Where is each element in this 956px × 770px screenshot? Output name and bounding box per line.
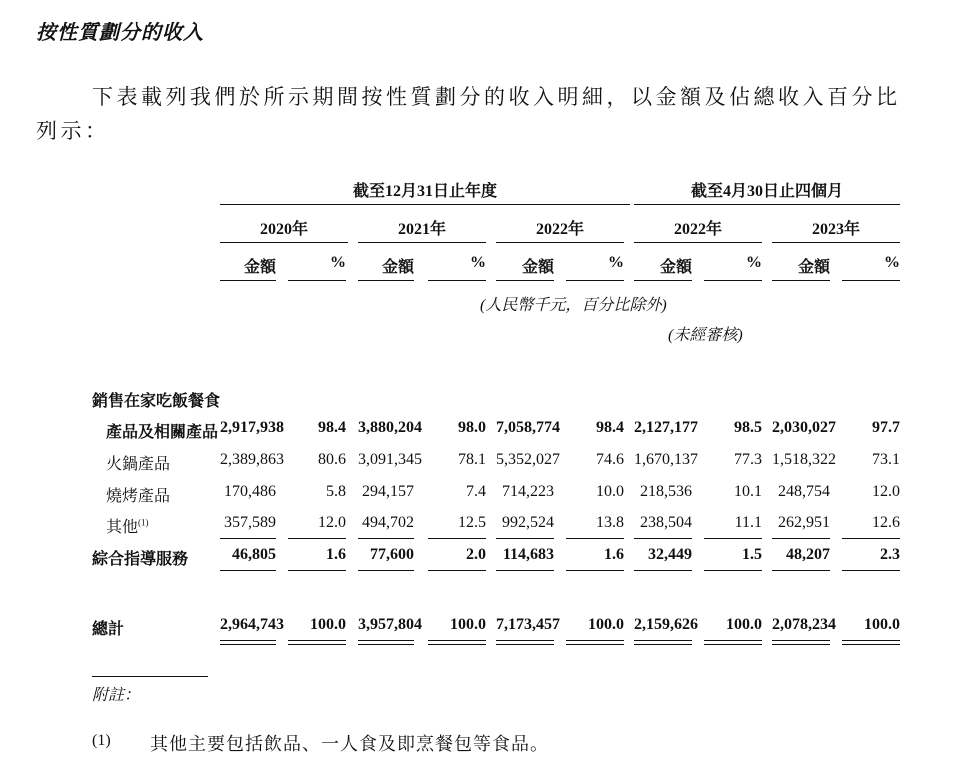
row-label-hotpot: 火鍋產品 (106, 456, 171, 473)
total-double-rule (566, 640, 624, 645)
cell-others-percent: 12.6 (872, 514, 900, 531)
total-double-rule (496, 640, 554, 645)
cell-hotpot-amount: 5,352,027 (496, 451, 560, 468)
column-header-rule (288, 280, 346, 281)
subtotal-rule (566, 538, 624, 539)
subtotal-rule (288, 538, 346, 539)
note-1-marker: (1) (92, 732, 111, 749)
cell-main-percent: 98.0 (458, 419, 486, 436)
subtotal-rule (358, 538, 414, 539)
total-double-rule (428, 640, 486, 645)
row-label-others-text: 其他 (106, 519, 139, 536)
total-double-rule (842, 640, 900, 645)
cell-main-amount: 2,917,938 (220, 419, 284, 436)
subtotal-rule (358, 570, 414, 571)
year-header: 2020年 (259, 221, 308, 238)
cell-others-amount: 238,504 (640, 514, 692, 531)
column-header-percent: % (608, 254, 624, 271)
subtotal-rule (220, 570, 276, 571)
year-header: 2021年 (397, 221, 446, 238)
cell-service-percent: 1.6 (326, 546, 346, 563)
subtotal-rule (496, 570, 554, 571)
year-header-rule (220, 242, 348, 243)
cell-total-percent: 100.0 (588, 616, 624, 633)
subtotal-rule (428, 570, 486, 571)
subtotal-rule (634, 538, 692, 539)
total-double-rule (220, 640, 276, 645)
cell-others-percent: 13.8 (596, 514, 624, 531)
column-header-percent: % (470, 254, 486, 271)
cell-service-percent: 2.3 (880, 546, 900, 563)
column-header-rule (358, 280, 414, 281)
section-title: 按性質劃分的收入 (36, 22, 204, 44)
cell-service-percent: 1.6 (604, 546, 624, 563)
cell-service-amount: 32,449 (648, 546, 692, 563)
cell-main-amount: 2,030,027 (772, 419, 836, 436)
subtotal-rule (634, 570, 692, 571)
column-header-rule (220, 280, 276, 281)
row-label-service: 綜合指導服務 (92, 551, 189, 568)
column-header-rule (566, 280, 624, 281)
column-header-rule (496, 280, 554, 281)
cell-total-percent: 100.0 (450, 616, 486, 633)
year-header-rule (772, 242, 900, 243)
subtotal-rule (704, 570, 762, 571)
row-label-section: 銷售在家吃飯餐食 (92, 393, 221, 410)
row-label-bbq: 燒烤產品 (106, 488, 171, 505)
subtotal-rule (220, 538, 276, 539)
cell-bbq-percent: 7.4 (466, 483, 486, 500)
cell-bbq-amount: 714,223 (502, 483, 554, 500)
cell-hotpot-amount: 2,389,863 (220, 451, 284, 468)
cell-bbq-amount: 248,754 (778, 483, 830, 500)
subtotal-rule (496, 538, 554, 539)
subtotal-rule (288, 570, 346, 571)
intro-paragraph: 下表載列我們於所示期間按性質劃分的收入明細，以金額及佔總收入百分比列示： (36, 85, 901, 143)
header-group-year-end: 截至12月31日止年度 (352, 183, 497, 200)
unaudited-note: (未經審核) (668, 327, 743, 344)
note-1-text: 其他主要包括飲品、一人食及即烹餐包等食品。 (150, 734, 549, 754)
cell-total-percent: 100.0 (864, 616, 900, 633)
subtotal-rule (842, 570, 900, 571)
total-double-rule (288, 640, 346, 645)
column-header-amount: 金額 (243, 259, 276, 276)
header-group-four-months: 截至4月30日止四個月 (690, 183, 843, 200)
cell-bbq-percent: 5.8 (326, 483, 346, 500)
subtotal-rule (428, 538, 486, 539)
total-double-rule (704, 640, 762, 645)
cell-main-amount: 7,058,774 (496, 419, 560, 436)
column-header-amount: 金額 (381, 259, 414, 276)
subtotal-rule (772, 538, 830, 539)
column-header-rule (842, 280, 900, 281)
cell-total-percent: 100.0 (310, 616, 346, 633)
cell-hotpot-amount: 3,091,345 (358, 451, 422, 468)
year-header-rule (358, 242, 486, 243)
header-group-year-end-rule (220, 204, 630, 205)
cell-main-percent: 97.7 (872, 419, 900, 436)
cell-service-amount: 77,600 (370, 546, 414, 563)
cell-bbq-percent: 12.0 (872, 483, 900, 500)
subtotal-rule (772, 570, 830, 571)
column-header-amount: 金額 (521, 259, 554, 276)
column-header-amount: 金額 (659, 259, 692, 276)
cell-service-percent: 2.0 (466, 546, 486, 563)
cell-hotpot-percent: 74.6 (596, 451, 624, 468)
cell-bbq-percent: 10.0 (596, 483, 624, 500)
cell-bbq-amount: 218,536 (640, 483, 692, 500)
cell-main-amount: 3,880,204 (358, 419, 422, 436)
column-header-rule (772, 280, 830, 281)
cell-bbq-amount: 294,157 (362, 483, 414, 500)
cell-hotpot-percent: 73.1 (872, 451, 900, 468)
total-double-rule (634, 640, 692, 645)
total-double-rule (358, 640, 414, 645)
column-header-amount: 金額 (797, 259, 830, 276)
cell-others-amount: 262,951 (778, 514, 830, 531)
column-header-rule (428, 280, 486, 281)
cell-others-amount: 992,524 (502, 514, 554, 531)
cell-total-percent: 100.0 (726, 616, 762, 633)
column-header-percent: % (884, 254, 900, 271)
column-header-rule (704, 280, 762, 281)
cell-hotpot-percent: 77.3 (734, 451, 762, 468)
year-header: 2022年 (673, 221, 722, 238)
year-header: 2022年 (535, 221, 584, 238)
subtotal-rule (842, 538, 900, 539)
year-header-rule (496, 242, 624, 243)
row-label-total: 總計 (92, 621, 125, 638)
year-header: 2023年 (811, 221, 860, 238)
column-header-percent: % (330, 254, 346, 271)
notes-separator (92, 676, 208, 677)
cell-service-percent: 1.5 (742, 546, 762, 563)
cell-total-amount: 2,078,234 (772, 616, 836, 633)
cell-others-percent: 11.1 (734, 514, 762, 531)
row-label-main: 產品及相關產品 (106, 424, 219, 441)
cell-total-amount: 2,159,626 (634, 616, 698, 633)
column-header-percent: % (746, 254, 762, 271)
cell-others-percent: 12.0 (318, 514, 346, 531)
cell-service-amount: 114,683 (502, 546, 554, 563)
year-header-rule (634, 242, 762, 243)
cell-hotpot-percent: 80.6 (318, 451, 346, 468)
cell-total-amount: 7,173,457 (496, 616, 560, 633)
cell-others-amount: 494,702 (362, 514, 414, 531)
cell-total-amount: 3,957,804 (358, 616, 422, 633)
row-label-others (106, 514, 149, 537)
cell-others-amount: 357,589 (224, 514, 276, 531)
header-group-four-months-rule (634, 204, 900, 205)
cell-total-amount: 2,964,743 (220, 616, 284, 633)
cell-main-amount: 2,127,177 (634, 419, 698, 436)
cell-hotpot-percent: 78.1 (458, 451, 486, 468)
cell-main-percent: 98.4 (596, 419, 624, 436)
cell-hotpot-amount: 1,518,322 (772, 451, 836, 468)
cell-bbq-percent: 10.1 (734, 483, 762, 500)
cell-others-percent: 12.5 (458, 514, 486, 531)
unit-note: (人民幣千元，百分比除外) (480, 297, 667, 314)
cell-hotpot-amount: 1,670,137 (634, 451, 698, 468)
cell-bbq-amount: 170,486 (224, 483, 276, 500)
subtotal-rule (566, 570, 624, 571)
column-header-rule (634, 280, 692, 281)
row-label-others-footnote: (1) (138, 517, 149, 528)
cell-main-percent: 98.4 (318, 419, 346, 436)
cell-service-amount: 46,805 (232, 546, 276, 563)
notes-heading: 附註： (92, 687, 141, 704)
cell-service-amount: 48,207 (786, 546, 830, 563)
total-double-rule (772, 640, 830, 645)
cell-main-percent: 98.5 (734, 419, 762, 436)
subtotal-rule (704, 538, 762, 539)
